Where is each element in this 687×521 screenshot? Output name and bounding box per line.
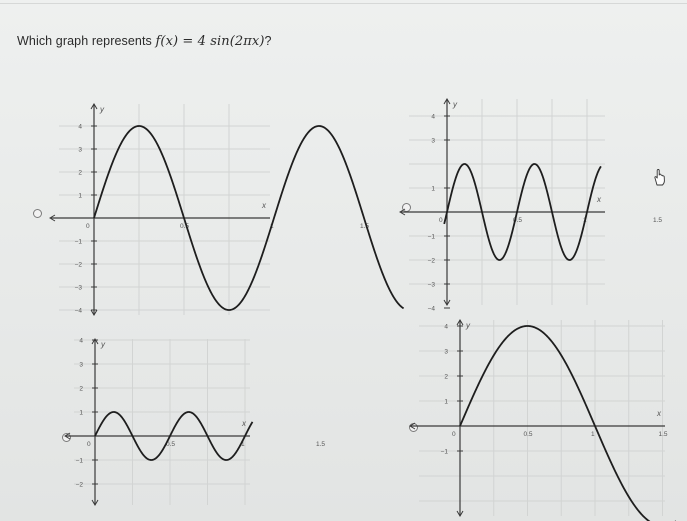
y-tick-label: −1 xyxy=(75,457,83,465)
question-function: f(x) = 4 sin(2πx) xyxy=(155,34,265,49)
x-tick-label: 1.5 xyxy=(658,431,668,438)
x-tick-label: 1.5 xyxy=(316,441,326,448)
y-tick-label: −2 xyxy=(75,481,83,489)
y-tick-label: 1 xyxy=(78,192,82,200)
grid xyxy=(59,104,270,315)
x-axis-label: x xyxy=(262,201,266,210)
question-prefix: Which graph represents xyxy=(17,34,156,48)
x-tick-label: 0 xyxy=(87,441,91,448)
hand-cursor-icon xyxy=(650,167,670,187)
grid xyxy=(74,339,250,505)
y-tick-label: 4 xyxy=(431,113,435,121)
x-tick-label: 0.5 xyxy=(523,431,533,438)
y-tick-label: 4 xyxy=(78,123,82,131)
y-tick-label: 3 xyxy=(79,361,83,369)
y-tick-label: −2 xyxy=(74,261,82,269)
question-text xyxy=(17,34,272,49)
y-tick-label: 2 xyxy=(79,385,83,393)
y-tick-label: −2 xyxy=(427,257,435,265)
radio-option-c[interactable] xyxy=(62,433,71,442)
y-tick-label: −1 xyxy=(427,233,435,241)
y-tick-label: −4 xyxy=(427,305,435,313)
y-tick-label: −4 xyxy=(74,307,82,315)
top-divider xyxy=(0,3,687,4)
y-tick-label: 1 xyxy=(444,398,448,406)
y-tick-label: −3 xyxy=(427,281,435,289)
sine-curve xyxy=(460,326,676,521)
grid xyxy=(419,320,665,516)
grid xyxy=(409,99,605,305)
x-tick-label: 0 xyxy=(439,217,443,224)
x-tick-label: 1.5 xyxy=(360,223,370,230)
y-axis-label: y xyxy=(101,340,105,349)
graph-option-b xyxy=(410,95,663,313)
y-tick-label: 3 xyxy=(444,348,448,356)
y-tick-label: 3 xyxy=(431,137,435,145)
graph-option-c xyxy=(75,335,326,515)
x-axis-label: x xyxy=(597,195,601,204)
y-tick-label: 2 xyxy=(78,169,82,177)
x-tick-label: 0 xyxy=(86,223,90,230)
graph-option-d xyxy=(420,318,670,518)
x-tick-label: 1 xyxy=(241,441,245,448)
y-tick-label: 4 xyxy=(444,323,448,331)
x-axis-label: x xyxy=(657,409,661,418)
y-tick-label: −1 xyxy=(74,238,82,246)
x-tick-label: 1 xyxy=(591,431,595,438)
x-tick-label: 1 xyxy=(583,217,587,224)
y-tick-label: 4 xyxy=(79,337,83,345)
radio-option-a[interactable] xyxy=(33,209,42,218)
x-tick-label: 0.5 xyxy=(513,217,523,224)
x-tick-label: 1 xyxy=(270,223,274,230)
x-tick-label: 0 xyxy=(452,431,456,438)
y-tick-label: 2 xyxy=(444,373,448,381)
x-axis-label: x xyxy=(242,419,246,428)
y-tick-label: 1 xyxy=(79,409,83,417)
question-suffix: ? xyxy=(264,34,272,48)
y-tick-label: 1 xyxy=(431,185,435,193)
x-tick-label: 1.5 xyxy=(653,217,663,224)
graph-option-a xyxy=(60,105,370,320)
y-tick-label: −1 xyxy=(440,448,448,456)
y-tick-label: −3 xyxy=(74,284,82,292)
y-axis-label: y xyxy=(453,100,457,109)
x-tick-label: 0.5 xyxy=(166,441,176,448)
y-axis-label: y xyxy=(466,321,470,330)
y-axis-label: y xyxy=(100,105,104,114)
y-tick-label: 3 xyxy=(78,146,82,154)
x-tick-label: 0.5 xyxy=(180,223,190,230)
